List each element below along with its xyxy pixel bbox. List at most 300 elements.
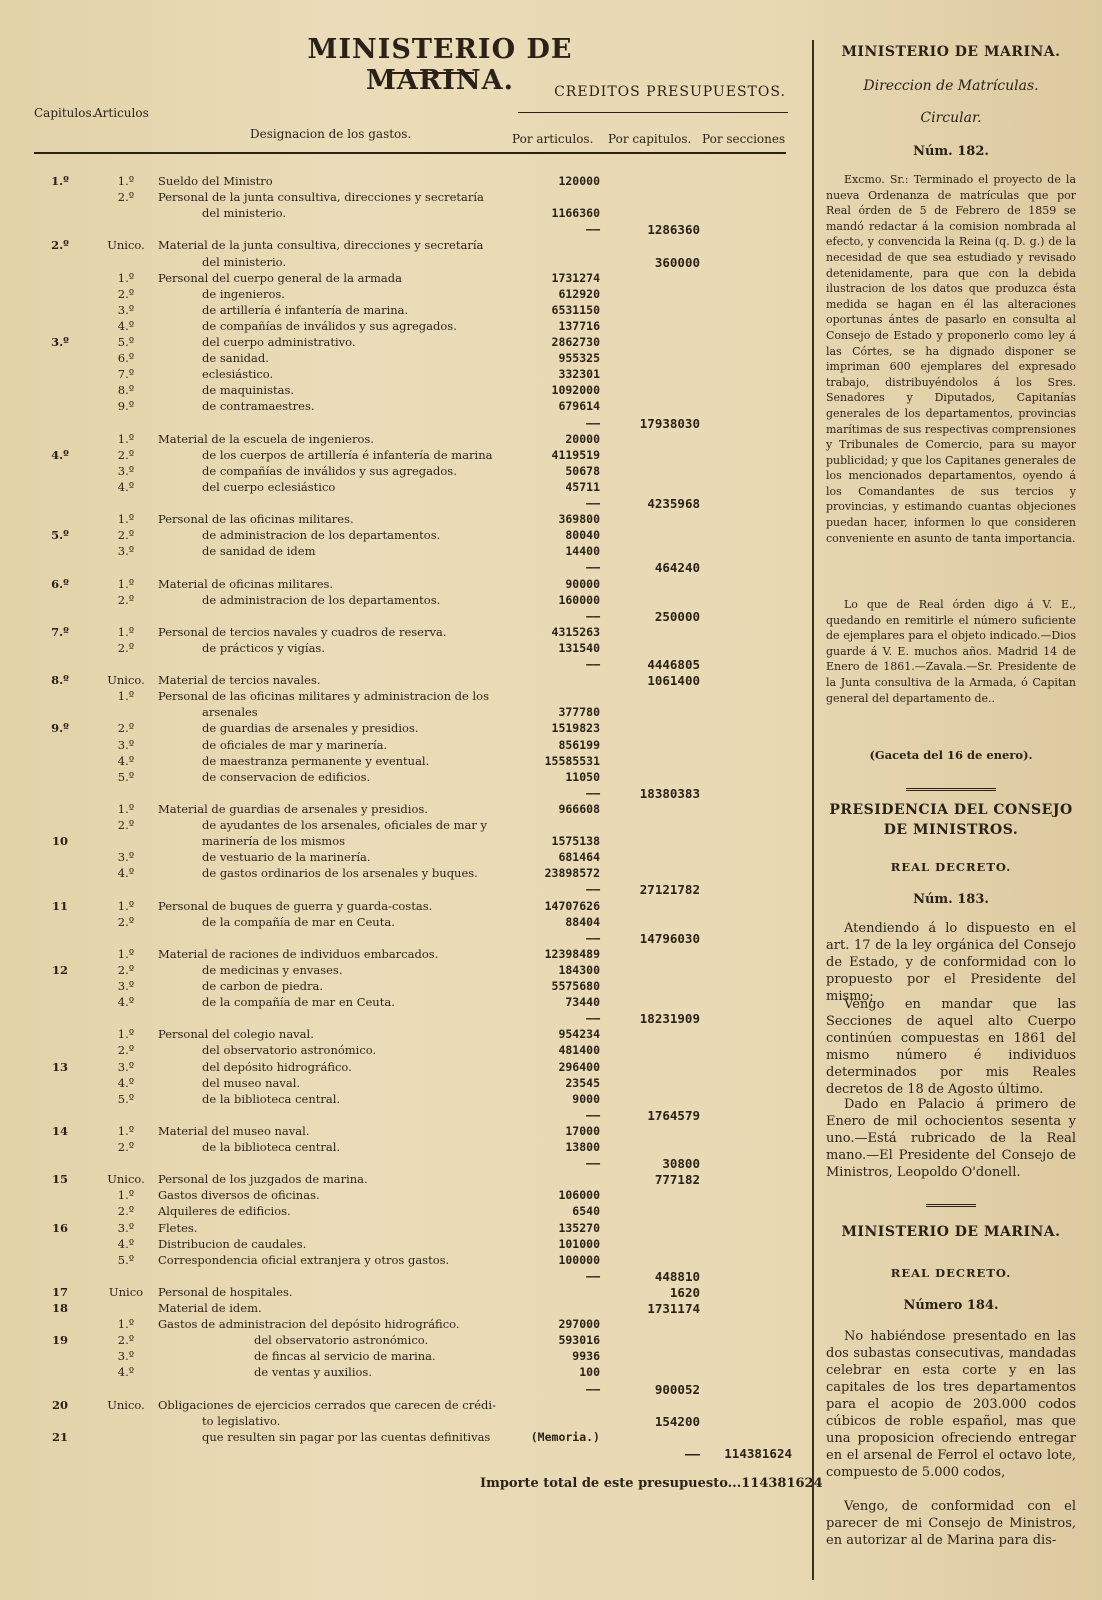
table-row	[30, 319, 810, 335]
table-row	[30, 673, 810, 689]
amount-by-article: 954234	[558, 1027, 600, 1042]
table-row	[30, 802, 810, 818]
article-number: 4.º	[117, 753, 135, 768]
amount-by-article: ——	[586, 1107, 600, 1122]
chapter-number: 15	[51, 1172, 68, 1187]
amount-by-article: 6540	[572, 1204, 600, 1219]
designation: Personal de la junta consultiva, direcciones y secretaría	[158, 190, 484, 205]
amount-by-article: 106000	[558, 1188, 600, 1203]
table-row	[30, 367, 810, 383]
article-number: 1.º	[117, 1123, 135, 1138]
table-row	[30, 1076, 810, 1092]
article-number: 1.º	[117, 946, 135, 961]
s1-number: Núm. 182.	[913, 144, 989, 159]
table-row	[30, 963, 810, 979]
table-row	[30, 641, 810, 657]
amount-by-article: ——	[586, 1156, 600, 1171]
designation: Personal del colegio naval.	[158, 1027, 314, 1042]
amount-by-article: 15585531	[544, 753, 600, 768]
table-row	[30, 416, 810, 432]
article-number: 4.º	[117, 318, 135, 333]
section-rule-1	[906, 788, 996, 791]
article-number: 1.º	[117, 1188, 135, 1203]
s2-number: Núm. 183.	[913, 892, 989, 907]
amount-by-article: 80040	[565, 528, 600, 543]
designation: Personal de buques de guerra y guarda-costas.	[158, 898, 433, 913]
section-rule-2	[926, 1204, 976, 1207]
designation: de los cuerpos de artillería é infantería de marina	[202, 447, 493, 462]
designation: de sanidad.	[202, 351, 269, 366]
table-row	[30, 287, 810, 303]
designation: Obligaciones de ejercicios cerrados que carecen de crédi-	[158, 1397, 496, 1412]
amount-by-article: 1092000	[551, 383, 600, 398]
designation: de compañías de inválidos y sus agregados.	[202, 318, 457, 333]
amount-by-article: 6531150	[551, 302, 600, 317]
table-row	[30, 1317, 810, 1333]
table-row	[30, 1156, 810, 1172]
amount-by-article: 131540	[558, 640, 600, 655]
amount-by-article: 14707626	[544, 898, 600, 913]
amount-by-chapter: 360000	[654, 254, 700, 270]
table-row	[30, 1301, 810, 1317]
designation: Personal del cuerpo general de la armada	[158, 270, 402, 285]
designation: de conservacion de edificios.	[202, 769, 371, 784]
designation: Material de oficinas militares.	[158, 576, 334, 591]
table-row	[30, 432, 810, 448]
amount-by-chapter: 18380383	[639, 785, 700, 801]
amount-by-chapter: 27121782	[639, 882, 700, 898]
table-row	[30, 1188, 810, 1204]
table-row	[30, 496, 810, 512]
chapter-number: 5.º	[51, 528, 69, 543]
amount-by-article: 13800	[565, 1140, 600, 1154]
s3-heading: MINISTERIO DE MARINA.	[841, 1224, 1061, 1240]
table-row	[30, 190, 810, 206]
s3-body: No habiéndose presentado en las dos subastas consecutivas, mandadas celebrar en esta corte y en las capitales de los tres departamentos para el acopio de 203.000 codos cúbicos de roble español, mas que una proposicion ofreciendo entregar en el arsenal de Ferrol el octavo lote, compuesto de 5.000 codos,	[826, 1329, 1076, 1480]
article-number: 4.º	[117, 866, 135, 881]
amount-by-chapter: 154200	[654, 1413, 700, 1429]
article-number: 5.º	[117, 1252, 135, 1267]
designation: del observatorio astronómico.	[254, 1333, 429, 1348]
header-por-articulos: Por articulos.	[512, 132, 594, 146]
table-row	[30, 705, 810, 721]
amount-by-article: ——	[586, 1381, 600, 1396]
amount-by-chapter: 17938030	[639, 415, 700, 431]
amount-by-article: 20000	[565, 431, 600, 446]
designation: Personal de las oficinas militares.	[158, 512, 354, 527]
amount-by-article: 297000	[558, 1317, 600, 1332]
chapter-number: 3.º	[51, 335, 69, 349]
amount-by-chapter: 30800	[662, 1156, 700, 1172]
article-number: 1.º	[117, 1317, 135, 1332]
designation: Sueldo del Ministro	[158, 174, 273, 188]
designation: de la compañía de mar en Ceuta.	[202, 914, 395, 929]
amount-by-article: ——	[586, 560, 600, 575]
amount-by-article: 88404	[565, 914, 600, 929]
article-number: 3.º	[117, 850, 135, 865]
table-row	[30, 1430, 810, 1446]
designation: de la biblioteca central.	[202, 1140, 341, 1154]
table-row	[30, 464, 810, 480]
table-row	[30, 593, 810, 609]
amount-by-article: 12398489	[544, 946, 600, 961]
amount-by-article: ——	[586, 785, 600, 800]
header-articulos: Articulos	[94, 106, 149, 120]
table-row	[30, 850, 810, 866]
article-number: 2.º	[117, 190, 135, 205]
amount-by-article: 955325	[558, 351, 600, 366]
amount-by-article: 135270	[558, 1220, 600, 1235]
table-row	[30, 625, 810, 641]
article-number: 2.º	[117, 962, 135, 977]
designation: Material de la escuela de ingenieros.	[158, 431, 374, 446]
designation: de la biblioteca central.	[202, 1091, 341, 1106]
s1-heading: MINISTERIO DE MARINA.	[841, 44, 1061, 60]
table-row	[30, 754, 810, 770]
s2-body-3: Dado en Palacio á primero de Enero de mil ochocientos sesenta y uno.—Está rubricado de la Real mano.—El Presidente del Consejo de Ministros, Leopoldo O'donell.	[826, 1097, 1076, 1180]
amount-by-article: 160000	[558, 592, 600, 607]
article-number: 8.º	[117, 383, 135, 398]
designation: de oficiales de mar y marinería.	[202, 737, 388, 752]
amount-by-article: 1575138	[551, 834, 600, 849]
amount-by-article: 9000	[572, 1091, 600, 1106]
chapter-number: 2.º	[51, 238, 69, 253]
article-number: 2.º	[117, 640, 135, 655]
table-row	[30, 1398, 810, 1414]
designation: de ayudantes de los arsenales, oficiales de mar y	[202, 818, 488, 832]
column-divider	[812, 40, 814, 1580]
amount-by-chapter: 448810	[654, 1268, 700, 1284]
amount-by-chapter: 1620	[669, 1284, 700, 1300]
chapter-number: 7.º	[51, 624, 69, 639]
amount-by-article: 1166360	[551, 206, 600, 221]
amount-by-article: ——	[586, 882, 600, 897]
designation: Gastos diversos de oficinas.	[158, 1188, 320, 1203]
amount-by-chapter: 4446805	[647, 657, 700, 672]
chapter-number: 9.º	[51, 721, 69, 736]
amount-by-article: 101000	[558, 1236, 600, 1251]
article-number: 2.º	[117, 818, 135, 832]
amount-by-article: 593016	[558, 1333, 600, 1348]
amount-by-article: 23898572	[544, 866, 600, 881]
table-row	[30, 818, 810, 834]
article-number: 2.º	[117, 286, 135, 301]
designation: arsenales	[202, 705, 258, 720]
table-row	[30, 577, 810, 593]
designation: de contramaestres.	[202, 399, 315, 414]
amount-by-article: 612920	[558, 286, 600, 301]
article-number: 1.º	[117, 270, 135, 285]
chapter-number: 10	[51, 834, 68, 849]
designation: Personal de las oficinas militares y administracion de los	[158, 689, 490, 704]
s2-body: Atendiendo á lo dispuesto en el art. 17 de la ley orgánica del Consejo de Estado, y de conformidad con lo propuesto por el Presidente del mismo;	[826, 921, 1076, 1004]
designation: del cuerpo eclesiástico	[202, 479, 336, 494]
amount-by-chapter: 250000	[654, 608, 700, 624]
designation: de ingenieros.	[202, 286, 285, 301]
designation: del observatorio astronómico.	[202, 1043, 377, 1058]
article-number: 3.º	[117, 544, 135, 559]
s1-gaceta: (Gaceta del 16 de enero).	[869, 748, 1033, 762]
s1-body-2: Lo que de Real órden digo á V. E., quedando en remitirle el número suficiente de ejemplares para el objeto indicado.—Dios guarde á V. E. muchos años. Madrid 14 de Enero de 1861.—Zavala.—Sr. Presidente de la Junta consultiva de la Armada, ó Capitan general del departamento de..	[826, 598, 1076, 705]
article-number: 2.º	[117, 721, 135, 736]
amount-by-article: 332301	[558, 367, 600, 382]
s2-heading: PRESIDENCIA DEL CONSEJO DE MINISTROS.	[829, 802, 1073, 838]
designation: Personal de tercios navales y cuadros de reserva.	[158, 624, 447, 639]
amount-by-article: 100	[579, 1365, 600, 1380]
table-row	[30, 689, 810, 705]
amount-by-chapter: 18231909	[639, 1011, 700, 1027]
article-number: 2.º	[117, 1043, 135, 1058]
amount-by-chapter: 464240	[654, 560, 700, 576]
amount-by-article: 100000	[558, 1252, 600, 1267]
amount-by-article: ——	[586, 496, 600, 510]
article-number: 3.º	[117, 979, 135, 993]
designation: del museo naval.	[202, 1075, 301, 1090]
amount-by-chapter: 777182	[654, 1172, 700, 1188]
amount-by-article: 377780	[558, 705, 600, 720]
amount-by-section: 114381624	[724, 1445, 792, 1461]
article-number: 5.º	[117, 1091, 135, 1106]
title-rule	[390, 72, 474, 74]
table-row	[30, 834, 810, 850]
table-row	[30, 721, 810, 737]
s1-body: Excmo. Sr.: Terminado el proyecto de la nueva Ordenanza de matrículas que por Real órden de 5 de Febrero de 1859 se mandó redactar á la comision nombrada al efecto, y convencida la Reina (q. D. g.) de la necesidad de que sea estudiado y revisado detenidamente, para que con la debida ilustracion de los datos que produzca ésta medida se hagan en él las alteraciones oportunas ántes de pasarlo en consulta al Consejo de Estado y proponerlo como ley á las Córtes, se ha dignado disponer se impriman 600 ejemplares del expresado trabajo, distribuyéndolos á los Sres. Senadores y Diputados, Capitanías generales de los departamentos, provincias marítimas de sus respectivas comprensiones y Tribunales de Comercio, para su mayor publicidad; y que los Capitanes generales de los mencionados departamentos, oyendo á los Comandantes de sus tercios y provincias, y estimando cuantas objeciones puedan hacer, informen lo que consideren conveniente en asunto de tanta importancia.	[826, 173, 1076, 545]
header-rule	[34, 152, 786, 154]
credits-label: CREDITOS PRESUPUESTOS.	[554, 84, 786, 100]
designation: Personal de hospitales.	[158, 1284, 293, 1299]
article-number: 2.º	[117, 1140, 135, 1154]
table-row	[30, 882, 810, 898]
designation: Material de idem.	[158, 1301, 262, 1315]
table-row	[30, 979, 810, 995]
header-por-secciones: Por secciones	[702, 132, 786, 146]
s1-subheading: Direccion de Matrículas.	[863, 78, 1039, 94]
table-row	[30, 1365, 810, 1381]
chapter-number: 8.º	[51, 673, 69, 688]
designation: de administracion de los departamentos.	[202, 528, 441, 543]
amount-by-chapter: 1061400	[647, 673, 700, 689]
article-number: 2.º	[117, 1204, 135, 1219]
article-number: Unico.	[107, 238, 145, 253]
amount-by-article: 17000	[565, 1123, 600, 1138]
table-row	[30, 1285, 810, 1301]
article-number: 2.º	[117, 592, 135, 607]
article-number: 3.º	[117, 737, 135, 752]
table-row	[30, 383, 810, 399]
amount-by-chapter: ——	[684, 1445, 700, 1461]
table-row	[30, 1269, 810, 1285]
s3-type: REAL DECRETO.	[890, 1266, 1012, 1280]
amount-by-chapter: 4235968	[647, 496, 700, 511]
s1-type: Circular.	[920, 110, 982, 126]
amount-by-article: 296400	[558, 1059, 600, 1074]
article-number: Unico.	[107, 1397, 145, 1412]
amount-by-article: 45711	[565, 479, 600, 494]
table-row	[30, 303, 810, 319]
chapter-number: 12	[51, 962, 68, 977]
table-row	[30, 1349, 810, 1365]
chapter-number: 13	[51, 1059, 68, 1074]
amount-by-article: 120000	[558, 174, 600, 188]
total-line	[480, 1476, 823, 1491]
designation: Fletes.	[158, 1220, 198, 1235]
header-por-capitulos: Por capitulos.	[608, 132, 692, 146]
table-row	[30, 995, 810, 1011]
article-number: 4.º	[117, 1075, 135, 1090]
article-number: 1.º	[117, 1027, 135, 1042]
table-row	[30, 1043, 810, 1059]
designation: marinería de los mismos	[202, 834, 346, 849]
amount-by-article: 90000	[565, 576, 600, 591]
amount-by-chapter: 1731174	[647, 1301, 700, 1316]
chapter-number: 17	[51, 1284, 68, 1299]
chapter-number: 16	[51, 1220, 68, 1235]
article-number: 1.º	[117, 898, 135, 913]
table-row	[30, 544, 810, 560]
table-row	[30, 1011, 810, 1027]
designation: Distribucion de caudales.	[158, 1236, 307, 1251]
amount-by-article: 73440	[565, 995, 600, 1010]
designation: Gastos de administracion del depósito hidrográfico.	[158, 1317, 460, 1332]
designation: de administracion de los departamentos.	[202, 592, 441, 607]
table-row	[30, 1221, 810, 1237]
header-designacion: Designacion de los gastos.	[250, 127, 412, 141]
article-number: 5.º	[117, 335, 135, 349]
designation: to legislativo.	[202, 1413, 281, 1428]
table-row	[30, 866, 810, 882]
article-number: 2.º	[117, 528, 135, 543]
table-row	[30, 1060, 810, 1076]
designation: de vestuario de la marinería.	[202, 850, 371, 865]
designation: de fincas al servicio de marina.	[254, 1349, 436, 1364]
s3-body-2: Vengo, de conformidad con el parecer de mi Consejo de Ministros, en autorizar al de Marina para dis-	[826, 1499, 1076, 1548]
article-number: 5.º	[117, 769, 135, 784]
designation: de gastos ordinarios de los arsenales y buques.	[202, 866, 478, 881]
table-row	[30, 657, 810, 673]
table-row	[30, 1382, 810, 1398]
amount-by-article: 14400	[565, 544, 600, 559]
table-row	[30, 1124, 810, 1140]
table-row	[30, 480, 810, 496]
designation: de maquinistas.	[202, 383, 295, 398]
amount-by-article: 23545	[565, 1075, 600, 1090]
table-row	[30, 206, 810, 222]
designation: de guardias de arsenales y presidios.	[202, 721, 419, 736]
amount-by-article: ——	[586, 1011, 600, 1026]
article-number: 3.º	[117, 463, 135, 478]
budget-table-section	[30, 28, 823, 1588]
designation: de maestranza permanente y eventual.	[202, 753, 430, 768]
amount-by-article: (Memoria.)	[530, 1429, 600, 1444]
amount-by-article: ——	[586, 657, 600, 671]
table-row	[30, 528, 810, 544]
article-number: 1.º	[117, 174, 135, 188]
amount-by-article: 481400	[558, 1043, 600, 1058]
amount-by-article: ——	[586, 222, 600, 237]
chapter-number: 14	[51, 1123, 68, 1138]
chapter-number: 4.º	[51, 447, 69, 462]
designation: de prácticos y vigías.	[202, 640, 325, 655]
amount-by-article: ——	[586, 1268, 600, 1283]
amount-by-article: 1731274	[551, 270, 600, 285]
article-number: 2.º	[117, 1333, 135, 1348]
table-row	[30, 915, 810, 931]
table-row	[30, 399, 810, 415]
designation: Material de la junta consultiva, direcciones y secretaría	[158, 238, 484, 253]
designation: de ventas y auxilios.	[254, 1365, 372, 1380]
table-row	[30, 255, 810, 271]
amount-by-article: 5575680	[551, 979, 600, 993]
designation: Alquileres de edificios.	[158, 1204, 291, 1219]
designation: del ministerio.	[202, 206, 287, 221]
amount-by-chapter: 900052	[654, 1381, 700, 1397]
article-number: 4.º	[117, 995, 135, 1010]
table-row	[30, 271, 810, 287]
article-number: 3.º	[117, 1349, 135, 1364]
table-row	[30, 931, 810, 947]
amount-by-article: 369800	[558, 512, 600, 527]
amount-by-article: 2862730	[551, 335, 600, 349]
table-row	[30, 351, 810, 367]
amount-by-article: 137716	[558, 318, 600, 333]
amount-by-article: 50678	[565, 463, 600, 478]
article-number: 1.º	[117, 689, 135, 704]
article-number: 1.º	[117, 431, 135, 446]
chapter-number: 20	[51, 1397, 68, 1412]
table-row	[30, 1108, 810, 1124]
article-number: 1.º	[117, 512, 135, 527]
total-label: Importe total de este presupuesto...	[480, 1476, 742, 1491]
article-number: 3.º	[117, 1220, 135, 1235]
total-value: 114381624	[741, 1476, 823, 1491]
chapter-number: 6.º	[51, 576, 69, 591]
table-row	[30, 738, 810, 754]
article-number: 1.º	[117, 801, 135, 816]
amount-by-article: 681464	[558, 850, 600, 865]
amount-by-article: 1519823	[551, 721, 600, 736]
amount-by-article: 679614	[558, 399, 600, 414]
designation: de artillería é infantería de marina.	[202, 302, 409, 317]
article-number: 4.º	[117, 1236, 135, 1251]
designation: del depósito hidrográfico.	[202, 1059, 352, 1074]
header-capitulos: Capitulos.	[34, 106, 96, 120]
table-row	[30, 1237, 810, 1253]
amount-by-article: ——	[586, 608, 600, 623]
s2-body-2: Vengo en mandar que las Secciones de aquel alto Cuerpo continúen compuestas en 1861 del mismo número é individuos determinados por mis Reales decretos de 18 de Agosto último.	[826, 997, 1076, 1097]
article-number: 2.º	[117, 447, 135, 462]
article-number: 3.º	[117, 1059, 135, 1074]
table-row	[30, 609, 810, 625]
designation: del cuerpo administrativo.	[202, 335, 356, 349]
designation: Material del museo naval.	[158, 1123, 310, 1138]
table-row	[30, 174, 810, 190]
table-row	[30, 1172, 810, 1188]
article-number: 1.º	[117, 576, 135, 591]
chapter-number: 1.º	[51, 174, 69, 188]
table-row	[30, 238, 810, 254]
amount-by-article: ——	[586, 415, 600, 430]
article-number: 2.º	[117, 914, 135, 929]
table-row	[30, 1253, 810, 1269]
table-row	[30, 1027, 810, 1043]
table-row	[30, 335, 810, 351]
article-number: 4.º	[117, 479, 135, 494]
table-row	[30, 448, 810, 464]
credits-rule	[518, 112, 788, 113]
designation: Personal de los juzgados de marina.	[158, 1172, 368, 1187]
article-number: 9.º	[117, 399, 135, 414]
amount-by-chapter: 1286360	[647, 222, 700, 238]
